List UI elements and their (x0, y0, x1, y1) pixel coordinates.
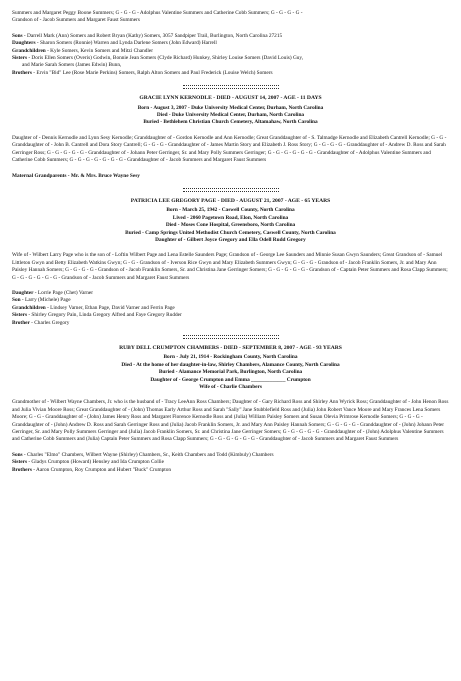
relation-text: - Charles "Elmo" Chambers, Wilbert Wayne (Shirley) Chambers, Sr., Keith Chambers and Todd (Kimbuly) Chambers (22, 451, 274, 458)
relation-text: - Lindsey Varner, Ethan Page, David Varner and Ferrin Page (45, 304, 175, 311)
detail-line: Daughter of - George Crumpton and Emma _____________ Crumpton (150, 376, 311, 383)
relation-text: - Doris Ellen Somers (Overis) Godwin, Bonnie Jean Somers (Clyde Richard) Hunkey, Shirley Louise Somers (David Louis) Guy, (27, 55, 304, 62)
section-divider (183, 188, 279, 192)
brothers-line (12, 70, 449, 77)
detail-line: Died - Duke University Medical Center, Durham, North Carolina (156, 112, 305, 119)
relation-text: - Lorrie Page (Chet) Varner (33, 289, 93, 296)
brothers-line (12, 467, 449, 474)
detail-line: Buried - Alamance Memorial Park, Burlington, North Carolina (158, 369, 303, 376)
daughters-line (12, 40, 449, 47)
relation-label: Son (12, 297, 21, 304)
detail-line: Wife of - Charlie Chambers (199, 384, 262, 391)
relation-text: - Kyle Somers, Kevin Somers and Mitzi Chandler (45, 47, 153, 54)
relation-text: - Gladys Crumpton (Howard) Hensley and Ida Crumpton Collie (27, 459, 164, 466)
obituary-heading: PATRICIA LEE GREGORY PAGE - DIED - AUGUST 21, 2007 - AGE - 65 YEARS (130, 197, 331, 204)
detail-line: Lived - 2060 Pagetown Road, Elon, North Carolina (172, 214, 289, 221)
grandchildren-line (12, 48, 449, 55)
relation-label: Daughters (12, 40, 36, 47)
relation-label: Sisters (12, 55, 28, 62)
detail-line: Buried - Bethlehem Christian Church Cemetery, Altamahaw, North Carolina (143, 119, 318, 126)
relation-label: Sisters (12, 459, 28, 466)
relation-label: Sisters (12, 312, 28, 319)
daughter-line (12, 290, 449, 297)
brother-line (12, 320, 449, 327)
relation-text: - Darrell Mark (Ann) Somers and Robert Bryan (Kathy) Somers, 3057 Sandpiper Trail, Burlington, North Carolina 27215 (22, 32, 283, 39)
section-divider (183, 85, 279, 89)
obituary-heading: RUBY DELL CRUMPTON CHAMBERS - DIED - SEPTEMBER 8, 2007 - AGE - 93 YEARS (119, 345, 342, 351)
lineage-paragraph: Wife of - Wilbert Larry Page who is the son of - Loftin Wilbert Page and Lena Estelle Saunders Page; Grandson of - George Lee Saunders and Minnie Susan Gwyn Saunders; Great Grandson of - Samuel Littleton Gwyn and Betty Elizabeth Watkins Gwyn; G - G - Grandson of - Iverson Rice Gwyn and Mary Elizabeth Summers Gwyn; G - G - G - Grandson of - Jacob Franklin Somers, Jr. and Mary Ann Paisley Hannah Somers; G - G - G - G - Grandson of - Jacob Franklin Somers, Sr. and Christina Jane Gerringer Somers; G - G - G - G - G - Grandson of - Captain Peter Summers and Rosa Clapp Summers; G - G - G - G - G - G - Grandson of - Jacob Summers and Margaret Faust Summers (12, 252, 448, 281)
detail-line: Born - August 3, 2007 - Duke University Medical Center, Durham, North Carolina (137, 104, 324, 111)
detail-line: Born - March 25, 1942 - Caswell County, North Carolina (166, 207, 295, 214)
text-line: Grandson of - Jacob Summers and Margaret Faust Summers (12, 17, 140, 24)
detail-line: Died - Moses Cone Hospital, Greensboro, North Carolina (165, 222, 296, 229)
sisters-line (12, 459, 449, 466)
lineage-paragraph: Daughter of - Dennis Kernodle and Lynn Sesy Kernodle; Granddaughter of - Gordon Kernodle and Ann Kernodle; Great Granddaughter of - S. Talmadge Kernodle and Elizabeth Cantrell Kernodle; G - G - Granddaughter of - John B. Cantrell and Dora Story Cantrell; G - G - G - Granddaughter of - James Martin Story and Elizabeth J. Ross Story; G - G - G - G - Granddaughter of - Andrew D. Ross and Sarah Gerringer Ross; G - G - G - G - G - Granddaughter of - Johann Peter Gerringer, Sr. and Mary Polly Summers Gerringer; G - G - G - G - G - G - Granddaughter of - Adolphus Valentine Summers and Catherine Cobb Summers; G - G - G - G - G - G - G - Granddaughter of - Jacob Summers and Margaret Faust Summers (12, 134, 447, 164)
detail-line: Daughter of - Gilbert Joyce Gregory and Ella Odell Rudd Gregory (155, 236, 306, 243)
text-line: Summers and Margaret Peggy Boone Summers; G - G - G - Adolphus Valentine Summers and Catherine Cobb Summers; G - G - G - G - (12, 10, 303, 16)
relation-text: - Charles Gregory (29, 319, 70, 326)
relation-label: Grandchildren (12, 47, 46, 54)
relation-label: Sons (12, 32, 23, 39)
son-line (12, 297, 449, 304)
relation-label: Grandchildren (12, 304, 46, 311)
lineage-paragraph: Grandmother of - Wilbert Wayne Chambers, Jr. who is the husband of - Tracy LeeAnn Ross Chambers; Daughter of - Gary Richard Ross and Shirley Ann Wyrick Ross; Granddaughter of - John Henon Ross and Julia Vivian Moore Ross; Great Granddaughter of - (John) Thomas Early Arthur Ross and Sarah "Sally" Jane Stubblefield Ross and (Julia) John Robert Vance Moore and Mary Frances Lena Somers Moore; G - G - Granddaughter of - (John) James Henry Ross and Margaret Florence Kernodle Ross and (Julia) William Paisley Somers and Susan Olevia Primrose Kernodle Somers; G - G - G - Granddaughter of - (John) Andrew D. Ross and Sarah Gerringer Ross and (Julia) Jacob Franklin Somers, Jr. and Mary Ann Paisley Hannah Somers; G - G - G - G - Granddaughter of - (John) Johann Peter Gerringer, Sr. and Mary Polly Summers Gerringer and (Julia) Jacob Franklin Somers, Sr. and Christina Jane Gerringer Somers; G - G - G - G - G - Granddaughter of - (John) Adolphus Valentine Summers and Catherine Cobb Summers and (Julia) Captain Peter Summers and Rosa Clapp Summers; G - G - G - G - G - G - Granddaughter of - Jacob Summers and Margaret Faust Summers (12, 399, 449, 443)
sisters-line-cont: and Marie Sarah Somers (James Edwin) Bunn, (22, 62, 122, 69)
relation-label: Brother (12, 319, 30, 326)
obituary-heading: GRACIE LYNN KERNODLE - DIED - AUGUST 14, 2007 - AGE - 11 DAYS (139, 95, 322, 102)
detail-line: Buried - Camp Springs United Methodist Church Cemetery, Caswell County, North Carolina (125, 229, 336, 236)
detail-line: Born - July 21, 1914 - Rockingham County, North Carolina (163, 354, 298, 361)
relation-text: - Aaron Crumpton, Roy Crumpton and Hubert "Buck" Crumpton (31, 466, 172, 473)
relation-text: - Ervin "Bid" Lee (Rose Marie Perkins) Somers, Ralph Alton Somers and Paul Frederick (Louise Welch) Somers (31, 69, 273, 76)
detail-line: Died - At the home of her daughter-in-law, Shirley Chambers, Alamance County, North Carolina (121, 361, 340, 368)
maternal-grandparents: Maternal Grandparents - Mr. & Mrs. Bruce Wayne Sesy (12, 172, 140, 179)
section-divider (183, 335, 279, 339)
relation-text: - Sharon Somers (Ronnie) Warren and Lynda Darlene Somers (John Edward) Harrell (35, 40, 217, 47)
relation-label: Sons (12, 451, 23, 458)
relation-label: Daughter (12, 289, 34, 296)
sisters-line (12, 312, 449, 319)
relation-label: Brothers (12, 466, 32, 473)
relation-text: - Shirley Gregory Pain, Linda Gregory Alfred and Faye Gregory Rudder (27, 312, 182, 319)
relation-text: - Larry (Michele) Page (20, 297, 71, 304)
relation-label: Brothers (12, 69, 32, 76)
